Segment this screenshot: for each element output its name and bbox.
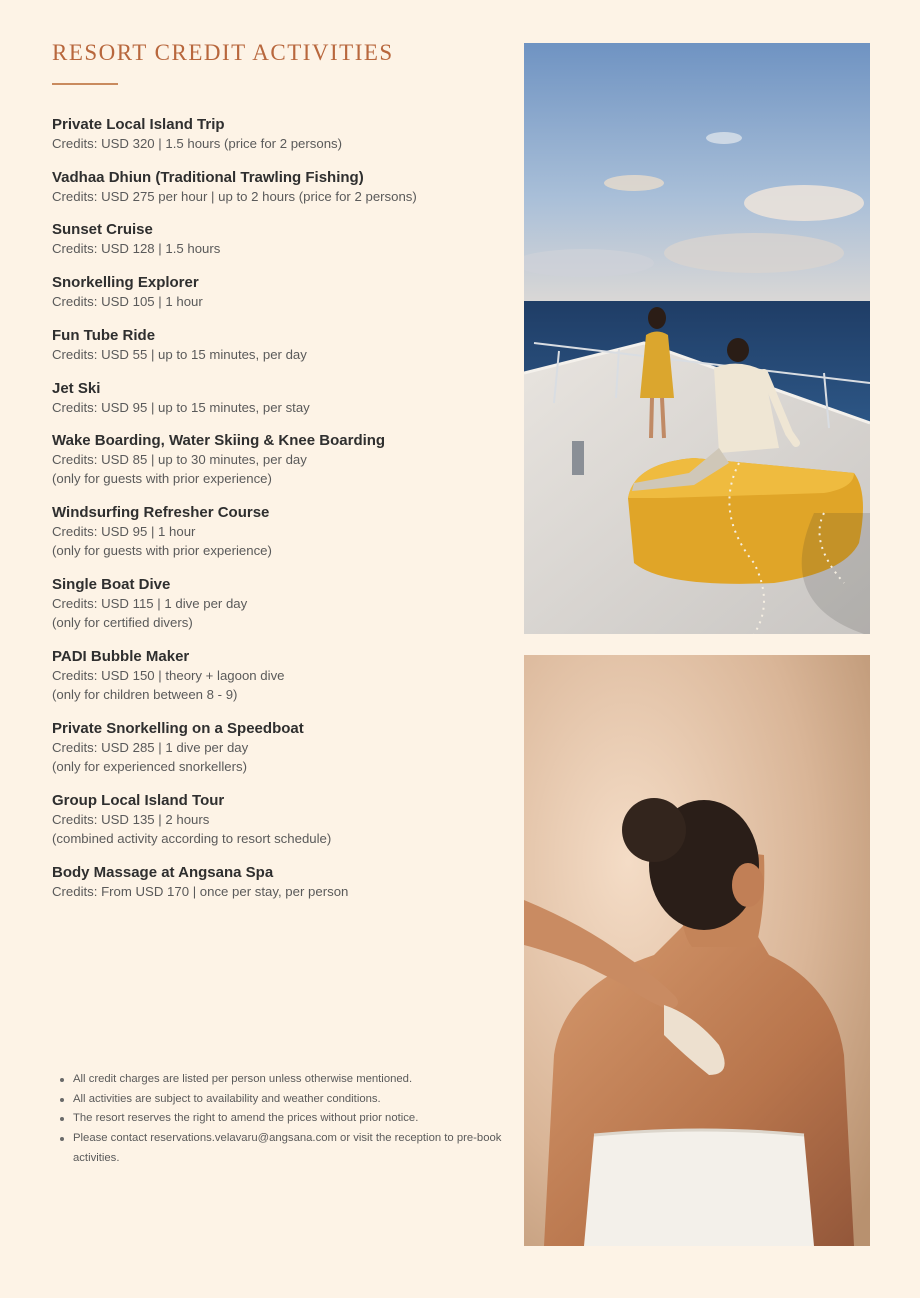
activity-item — [52, 273, 492, 311]
activity-name: Wake Boarding, Water Skiing & Knee Boarding — [52, 432, 386, 450]
activity-name: Jet Ski — [52, 379, 101, 397]
activity-item — [52, 220, 492, 258]
activity-name: Sunset Cruise — [52, 221, 153, 239]
activity-note: (only for certified divers) — [52, 615, 193, 631]
activity-item — [52, 503, 492, 560]
activity-list — [52, 115, 492, 915]
note-item: Please contact reservations.velavaru@angsana.com or visit the reception to pre-book activities. — [73, 1129, 513, 1168]
activity-name: Fun Tube Ride — [52, 326, 156, 344]
note-item: All credit charges are listed per person unless otherwise mentioned. — [73, 1070, 513, 1090]
spa-photo — [524, 655, 870, 1246]
activity-item — [52, 115, 492, 153]
activity-name: Snorkelling Explorer — [52, 274, 199, 292]
activity-note: (only for children between 8 - 9) — [52, 687, 238, 703]
notes-list — [52, 1070, 513, 1169]
activity-item — [52, 168, 492, 206]
activity-name: Group Local Island Tour — [52, 791, 225, 809]
activity-credits: Credits: USD 115 | 1 dive per day — [52, 596, 248, 612]
activity-credits: Credits: USD 150 | theory + lagoon dive — [52, 667, 285, 683]
activity-credits: Credits: USD 85 | up to 30 minutes, per day — [52, 452, 307, 468]
activity-item — [52, 575, 492, 632]
activity-note: (combined activity according to resort schedule) — [52, 830, 332, 846]
activity-credits: Credits: From USD 170 | once per stay, per person — [52, 883, 349, 899]
activity-credits: Credits: USD 128 | 1.5 hours — [52, 241, 221, 257]
activity-name: Private Local Island Trip — [52, 116, 225, 133]
activity-item — [52, 863, 492, 901]
activity-name: Private Snorkelling on a Speedboat — [52, 719, 304, 737]
activity-credits: Credits: USD 95 | 1 hour — [52, 524, 196, 540]
activity-note: (only for guests with prior experience) — [52, 471, 272, 487]
activity-item — [52, 719, 492, 776]
activity-item — [52, 379, 492, 417]
activity-note: (only for guests with prior experience) — [52, 543, 272, 559]
activity-credits: Credits: USD 55 | up to 15 minutes, per day — [52, 346, 307, 362]
note-item: All activities are subject to availability and weather conditions. — [73, 1090, 513, 1110]
yacht-photo — [524, 43, 870, 634]
activity-credits: Credits: USD 95 | up to 15 minutes, per stay — [52, 399, 310, 415]
activity-credits: Credits: USD 285 | 1 dive per day — [52, 739, 249, 755]
activity-item — [52, 326, 492, 364]
activity-item — [52, 647, 492, 704]
activity-name: PADI Bubble Maker — [52, 647, 190, 665]
activity-item — [52, 431, 492, 488]
activity-item — [52, 791, 492, 848]
activity-credits: Credits: USD 105 | 1 hour — [52, 294, 203, 310]
activity-note: (only for experienced snorkellers) — [52, 759, 247, 775]
title-divider — [52, 83, 118, 85]
activity-credits: Credits: USD 275 per hour | up to 2 hours (price for 2 persons) — [52, 188, 417, 204]
note-item: The resort reserves the right to amend the prices without prior notice. — [73, 1109, 513, 1129]
activity-credits: Credits: USD 135 | 2 hours — [52, 811, 210, 827]
activity-name: Single Boat Dive — [52, 576, 171, 594]
activity-credits: Credits: USD 320 | 1.5 hours (price for 2 persons) — [52, 136, 343, 151]
page-title: RESORT CREDIT ACTIVITIES — [52, 40, 394, 65]
activity-name: Windsurfing Refresher Course — [52, 504, 270, 522]
activity-name: Vadhaa Dhiun (Traditional Trawling Fishing) — [52, 168, 364, 186]
activity-name: Body Massage at Angsana Spa — [52, 863, 274, 881]
